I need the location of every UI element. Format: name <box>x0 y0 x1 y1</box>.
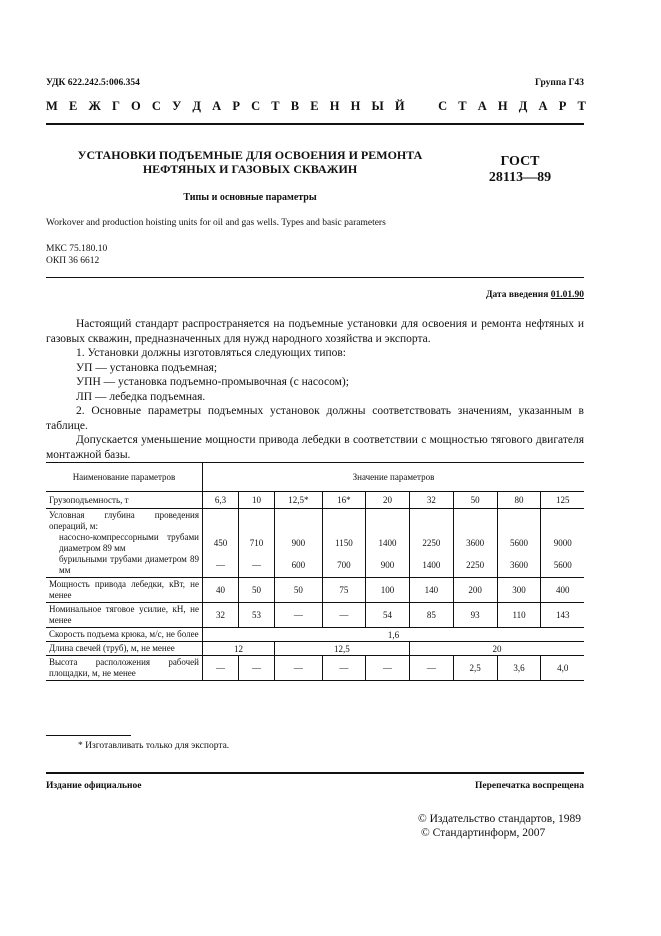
group-code: Группа Г43 <box>535 78 584 88</box>
banner-letter: Р <box>558 99 567 113</box>
paragraph: 1. Установки должны изготовляться следующих типов: <box>76 347 347 359</box>
classification-codes <box>46 243 107 267</box>
cell-value: 710 <box>249 538 264 548</box>
mks-code: МКС 75.180.10 <box>46 244 108 254</box>
date-value: 01.01.90 <box>550 290 584 300</box>
document-title <box>60 148 440 176</box>
banner-letter: Ы <box>371 99 384 113</box>
table-cell: 20 <box>366 492 410 509</box>
table-header-row <box>46 463 584 492</box>
title-line-1: УСТАНОВКИ ПОДЪЕМНЫЕ ДЛЯ ОСВОЕНИЯ И РЕМОНТА <box>77 148 423 162</box>
cell-value: 700 <box>337 560 351 570</box>
cell-value: 3600 <box>510 560 529 570</box>
table-cell: 1,6 <box>203 628 585 642</box>
banner-letter: Д <box>192 99 202 113</box>
row-label: Высота расположения рабочей площадки, м, не менее <box>46 656 203 681</box>
body-text <box>46 317 584 462</box>
banner-letter: Е <box>310 99 319 113</box>
table-cell: 50 <box>238 578 274 603</box>
table-cell: — <box>366 656 410 681</box>
banner-letter: А <box>477 99 487 113</box>
banner-letter: А <box>538 99 548 113</box>
title-line-2: НЕФТЯНЫХ И ГАЗОВЫХ СКВАЖИН <box>142 162 358 176</box>
table-cell: 50 <box>274 578 322 603</box>
table-cell: — <box>322 656 365 681</box>
table-cell: 50 <box>453 492 497 509</box>
depth-label: Условная глубина проведения операций, м: <box>49 510 199 531</box>
table-cell: — <box>203 656 239 681</box>
table-cell: 75 <box>322 578 365 603</box>
header-name: Наименование параметров <box>46 463 203 492</box>
table-cell: 6,3 <box>203 492 239 509</box>
depth-sub-1: насосно-компрессорными трубами диаметром 89 мм <box>59 532 199 553</box>
table-cell: 12 <box>203 642 275 656</box>
table-cell <box>322 509 365 578</box>
row-label: Грузоподъемность, т <box>46 492 203 509</box>
effective-date <box>486 290 584 300</box>
table-cell: — <box>274 603 322 628</box>
table-cell: 93 <box>453 603 497 628</box>
table-cell: 85 <box>409 603 453 628</box>
banner-letter: В <box>290 99 300 113</box>
banner-letter: Т <box>271 99 280 113</box>
table-row <box>46 492 584 509</box>
row-label: Номинальное тяговое усилие, кН, не менее <box>46 603 203 628</box>
cell-value: 2250 <box>422 538 441 548</box>
table-cell <box>541 509 584 578</box>
banner-letter: Ж <box>88 99 101 113</box>
banner-letter: Н <box>497 99 508 113</box>
cell-value: 3600 <box>466 538 485 548</box>
table-cell: 54 <box>366 603 410 628</box>
table-row <box>46 628 584 642</box>
banner-letter: Е <box>68 99 78 113</box>
table-cell <box>497 509 541 578</box>
header-rule <box>46 123 584 125</box>
table-cell: 140 <box>409 578 453 603</box>
table-cell: 80 <box>497 492 541 509</box>
banner-letter: С <box>251 99 261 113</box>
table-row <box>46 578 584 603</box>
banner-letter: С <box>438 99 448 113</box>
banner-letter: Р <box>232 99 240 113</box>
table-cell: — <box>274 656 322 681</box>
table-cell: 300 <box>497 578 541 603</box>
row-label: Мощность привода лебедки, кВт, не менее <box>46 578 203 603</box>
table-cell: 143 <box>541 603 584 628</box>
cell-value: 1150 <box>335 538 353 548</box>
table-cell: 12,5* <box>274 492 322 509</box>
cell-value: — <box>251 560 261 570</box>
table-cell <box>238 509 274 578</box>
table-row <box>46 642 584 656</box>
table-cell: 10 <box>238 492 274 509</box>
paragraph: 2. Основные параметры подъемных установок должны соответствовать значениям, указанным в таблице. <box>46 405 584 432</box>
table-cell: — <box>409 656 453 681</box>
cell-value: 9000 <box>553 538 572 548</box>
table-cell: 32 <box>409 492 453 509</box>
cell-value: 1400 <box>422 560 441 570</box>
reprint-prohibited: Перепечатка воспрещена <box>474 781 584 791</box>
row-label: Длина свечей (труб), м, не менее <box>46 642 203 656</box>
table-cell: 110 <box>497 603 541 628</box>
banner-letter: Т <box>577 99 586 113</box>
banner-letter: Й <box>394 99 405 113</box>
copyright-block <box>418 812 581 840</box>
cell-value: 2250 <box>466 560 485 570</box>
banner-letter: У <box>172 99 182 113</box>
table-cell: — <box>238 656 274 681</box>
banner-letter: О <box>131 99 141 113</box>
table-cell: 400 <box>541 578 584 603</box>
paragraph: ЛП — лебедка подъемная. <box>76 390 206 403</box>
cell-value: 600 <box>291 560 306 570</box>
table-cell: 200 <box>453 578 497 603</box>
table-cell: 20 <box>409 642 584 656</box>
table-cell: — <box>322 603 365 628</box>
gost-designation <box>485 154 555 186</box>
gost-number: 28113—89 <box>488 170 552 185</box>
cell-value: 900 <box>291 538 306 548</box>
header-row <box>46 78 584 88</box>
banner-letter: Н <box>350 99 361 113</box>
table-cell: 4,0 <box>541 656 584 681</box>
udk-code: УДК 622.242.5:006.354 <box>46 78 140 88</box>
date-label: Дата введения <box>485 290 549 300</box>
cell-value: 5600 <box>553 560 572 570</box>
footer-row <box>46 781 584 791</box>
cell-value: 900 <box>380 560 395 570</box>
parameters-table <box>46 462 584 681</box>
footnote-rule <box>46 735 131 736</box>
table-cell: 125 <box>541 492 584 509</box>
table-row <box>46 509 584 578</box>
banner-letter: Т <box>458 99 467 113</box>
footer-rule <box>46 772 584 774</box>
table-cell: 40 <box>203 578 239 603</box>
banner-letter: А <box>212 99 222 113</box>
table-cell: 2,5 <box>453 656 497 681</box>
document-subtitle: Типы и основные параметры <box>183 192 317 203</box>
cell-value: 1400 <box>378 538 397 548</box>
paragraph: УПН — установка подъемно-промывочная (с насосом); <box>76 376 349 388</box>
cell-value: 5600 <box>510 538 529 548</box>
paragraph: Настоящий стандарт распространяется на подъемные установки для освоения и ремонта нефтяных и газовых скважин, предназначенных для нужд народного хозяйства и экспорта. <box>46 318 584 345</box>
date-rule <box>46 277 584 278</box>
banner-letter: С <box>151 99 161 113</box>
banner-letter: Н <box>329 99 340 113</box>
table-cell <box>409 509 453 578</box>
cell-value: — <box>215 560 225 570</box>
table-row <box>46 656 584 681</box>
table-cell <box>203 509 239 578</box>
english-title: Workover and production hoisting units for oil and gas wells. Types and basic parameters <box>46 218 386 228</box>
table-row <box>46 603 584 628</box>
table-cell <box>274 509 322 578</box>
cell-value: 450 <box>213 538 228 548</box>
copyright-1989: © Издательство стандартов, 1989 <box>417 813 581 825</box>
row-label <box>46 509 203 578</box>
depth-sub-2: бурильными трубами диаметром 89 мм <box>59 554 199 575</box>
table-cell: 100 <box>366 578 410 603</box>
table-cell: 32 <box>203 603 239 628</box>
footnote: * Изготавливать только для экспорта. <box>78 741 230 751</box>
okp-code: ОКП 36 6612 <box>46 256 100 266</box>
banner-letter: М <box>46 99 58 113</box>
row-label: Скорость подъема крюка, м/с, не более <box>46 628 203 642</box>
official-edition: Издание официальное <box>46 781 142 791</box>
table-cell: 3,6 <box>497 656 541 681</box>
paragraph: УП — установка подъемная; <box>76 361 218 374</box>
header-values: Значение параметров <box>203 463 585 492</box>
table-cell: 12,5 <box>274 642 409 656</box>
table-cell <box>453 509 497 578</box>
interstate-standard-banner <box>46 99 586 114</box>
paragraph: Допускается уменьшение мощности привода лебедки в соответствии с мощностью тягового двигателя монтажной базы. <box>46 434 584 461</box>
table-cell <box>366 509 410 578</box>
copyright-2007: © Стандартинформ, 2007 <box>420 827 546 839</box>
table-cell: 53 <box>238 603 274 628</box>
banner-letter: Д <box>518 99 528 113</box>
gost-label: ГОСТ <box>500 154 540 169</box>
table-cell: 16* <box>322 492 365 509</box>
banner-letter: Г <box>111 99 120 113</box>
